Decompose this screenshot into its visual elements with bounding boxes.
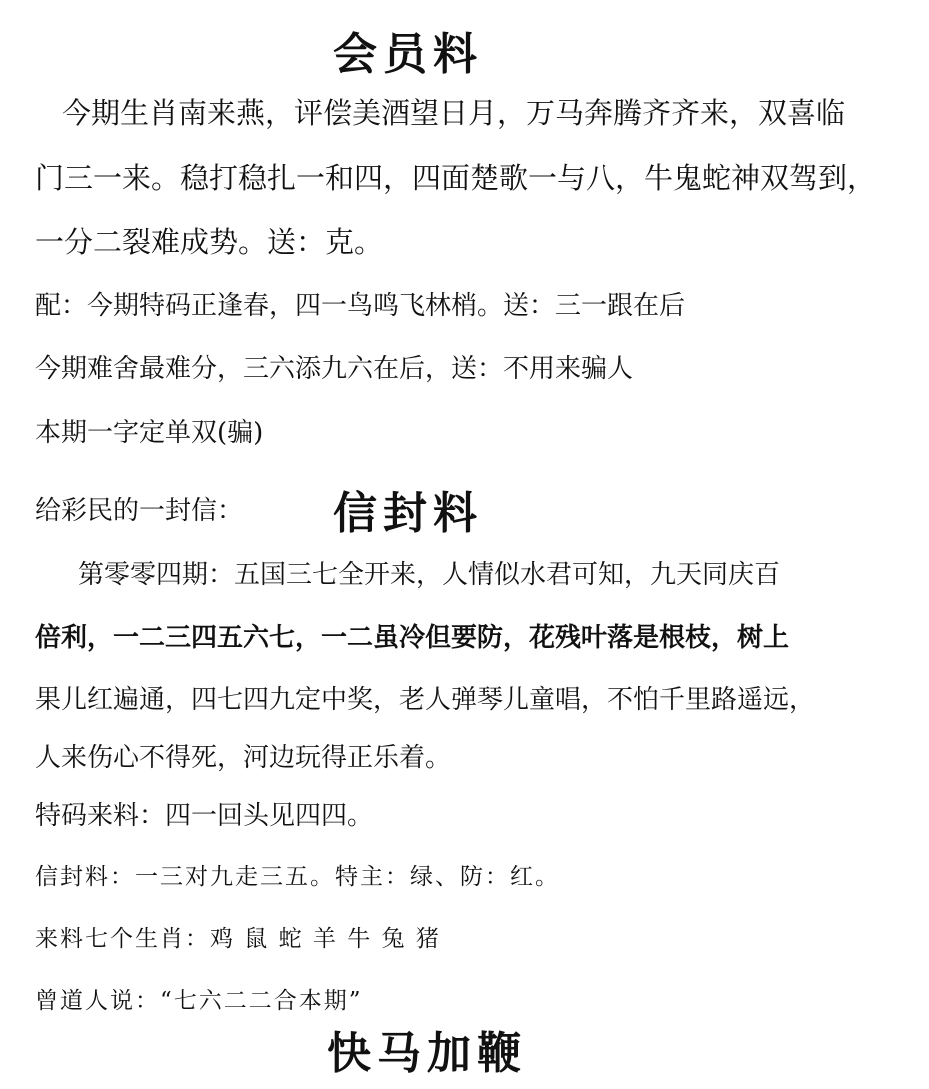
letter-line-6: 信封料：一三对九走三五。特主：绿、防：红。: [35, 864, 560, 890]
letter-line-7: 来料七个生肖：鸡 鼠 蛇 羊 牛 兔 猪: [35, 926, 441, 952]
letter-line-1: 第零零四期：五国三七全开来，人情似水君可知，九天同庆百: [78, 560, 781, 590]
letter-intro: 给彩民的一封信：: [35, 496, 244, 526]
member-section-title: 会员料: [333, 29, 483, 80]
member-line-1: 今期生肖南来燕，评偿美酒望日月，万马奔腾齐齐来，双喜临: [62, 96, 846, 130]
member-line-6: 本期一字定单双(骗): [35, 418, 264, 448]
member-line-4: 配：今期特码正逢春，四一鸟鸣飞林梢。送：三一跟在后: [35, 291, 686, 321]
member-line-3: 一分二裂难成势。送：克。: [35, 225, 384, 259]
member-line-2: 门三一来。稳打稳扎一和四，四面楚歌一与八，牛鬼蛇神双驾到，: [35, 161, 877, 195]
letter-line-8: 曾道人说：“七六二二合本期”: [35, 988, 363, 1014]
letter-line-4: 人来伤心不得死，河边玩得正乐着。: [35, 743, 452, 773]
member-line-5: 今期难舍最难分，三六添九六在后，送：不用来骗人: [35, 354, 634, 384]
letter-section-title: 信封料: [333, 488, 483, 539]
footer-title: 快马加鞭: [327, 1028, 527, 1079]
letter-line-2: 倍利，一二三四五六七，一二虽冷但要防，花残叶落是根枝，树上: [35, 623, 790, 653]
letter-line-5: 特码来料：四一回头见四四。: [35, 801, 374, 831]
letter-line-3: 果儿红遍通，四七四九定中奖，老人弹琴儿童唱，不怕千里路遥远，: [35, 685, 816, 715]
